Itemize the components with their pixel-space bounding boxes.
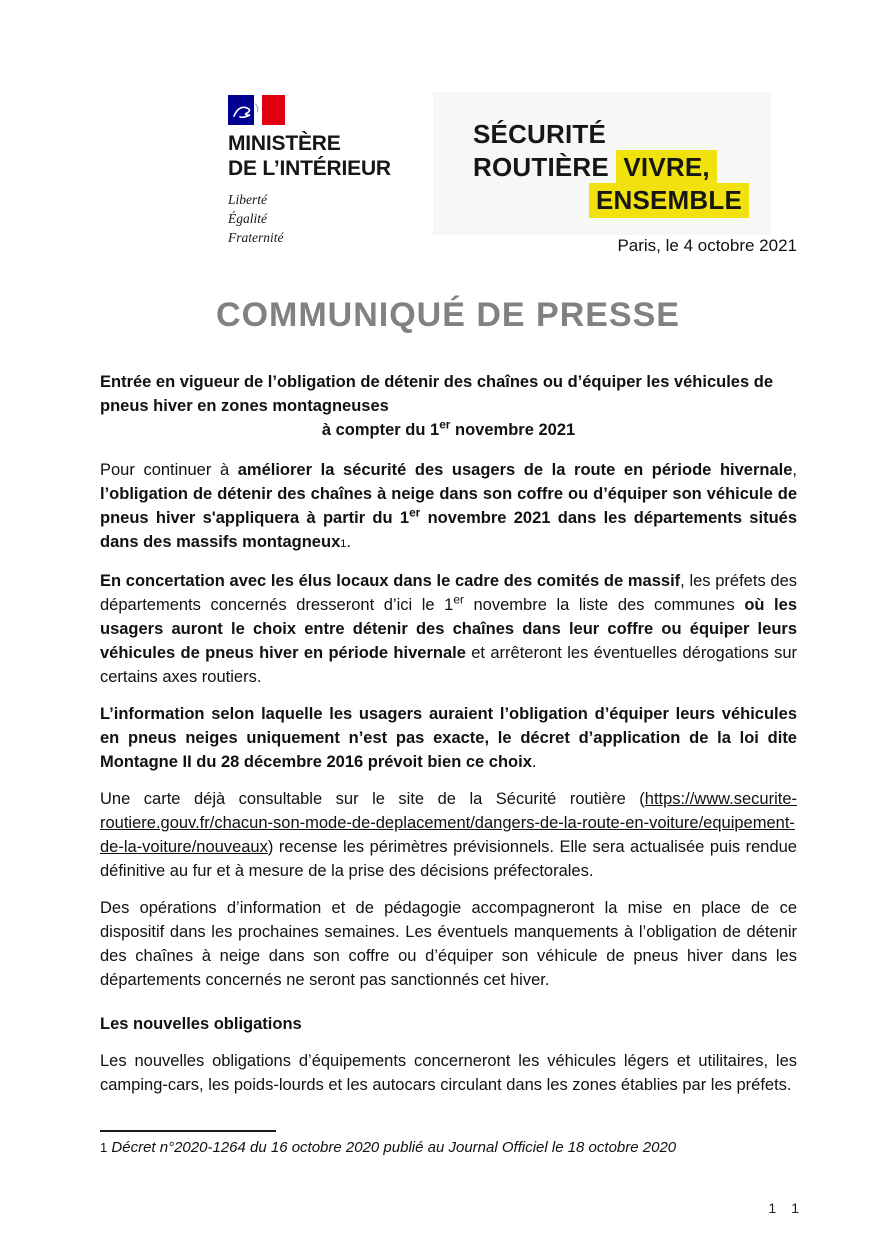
page-number-left: 1 [768,1200,777,1216]
text-segment: ) recense les périmètres prévisionnels. Elle sera actualisée puis rendue définitive au fur et à mesure de la prise des décisions préfectorales. [100,838,797,880]
text-segment: novembre 2021 dans les départements situés dans des massifs montagneux [100,509,797,551]
date-line: Paris, le 4 octobre 2021 [617,236,797,255]
paragraph-6 [100,1049,797,1097]
motto-fraternite: Fraternité [228,230,284,245]
text-segment: novembre 2021 [450,421,576,439]
footnote-text [100,1139,797,1156]
section-subheading: Les nouvelles obligations [100,1015,302,1033]
text-segment: Les nouvelles obligations d’équipements concerneront les véhicules légers et utilitaires, les camping-cars, les poids-lourds et les autocars circulant dans les zones établies par les préfets. [100,1052,797,1094]
securite-routiere-logo [433,92,771,235]
header-logos [0,95,896,245]
paragraph-1 [100,458,797,556]
sr-logo-line1: SÉCURITÉ [473,119,607,149]
footnote-marker: 1 [100,1140,108,1155]
document-body [100,370,797,1110]
text-segment: à compter du 1 [321,421,440,439]
sr-logo-ensemble-highlight: ENSEMBLE [589,183,749,218]
ministry-name-line2: DE L’INTÉRIEUR [228,157,391,180]
page-numbers [768,1200,799,1216]
page-number-right: 1 [791,1200,799,1216]
footnote [100,1130,797,1156]
text-segment: En concertation avec les élus locaux dans le cadre des comités de massif [100,572,681,590]
text-segment: améliorer la sécurité des usagers de la route en période hivernale [237,461,793,479]
text-segment: , [792,461,797,479]
ministry-motto [228,190,391,247]
paragraph-5 [100,896,797,992]
sr-logo-vivre-highlight: VIVRE, [616,150,716,185]
ministry-logo [228,95,391,247]
url-link[interactable]: https://www.securite-routiere.gouv.fr/chacun-son-mode-de-deplacement/dangers-de-la-route-en-voiture/equipement-de-la-voiture/nouveaux [100,790,797,856]
headline [100,370,797,442]
paragraph-4 [100,787,797,883]
text-segment: l’obligation de détenir des chaînes à neige dans son coffre ou d’équiper son véhicule de pneus hiver s'appliquera à partir du 1 [100,485,797,527]
motto-egalite: Égalité [228,211,267,226]
text-segment: Des opérations d’information et de pédagogie accompagneront la mise en place de ce dispositif dans les prochaines semaines. Les éventuels manquements à l’obligation de détenir des chaînes à neige dans son coffre ou d’équiper son véhicule de pneus hiver dans les départements concernés ne seront pas sanctionnés cet hiver. [100,899,797,989]
text-segment: er [409,505,421,520]
text-segment: novembre la liste des communes [463,596,745,614]
ministry-name [228,131,391,181]
headline-main: Entrée en vigueur de l’obligation de détenir des chaînes ou d’équiper les véhicules de pneus hiver en zones montagneuses [100,373,774,415]
text-segment: Une carte déjà consultable sur le site de la Sécurité routière ( [100,790,645,808]
sr-logo-line2 [473,151,749,184]
text-segment: L’information selon laquelle les usagers auraient l’obligation d’équiper leurs véhicules en pneus neiges uniquement n’est pas exacte, le décret d’application de la loi dite Montagne II du 28 décembre 2016 prévoit bien ce choix [100,705,797,771]
french-flag-icon [228,95,285,125]
motto-liberte: Liberté [228,192,267,207]
sr-logo-line3 [473,184,749,217]
text-segment: et arrêteront les éventuelles dérogations sur certains axes routiers. [100,644,797,686]
paragraph-2 [100,569,797,689]
text-segment: er [453,592,464,607]
text-segment: où les usagers auront le choix entre détenir des chaînes dans leur coffre ou équiper leurs véhicules de pneus hiver en période hivernale [100,596,797,662]
footnote-reference: 1 [340,538,347,550]
text-segment: , les préfets des départements concernés dresseront d’ici le 1 [100,572,797,614]
paragraph-3 [100,702,797,774]
text-segment: er [439,417,451,432]
press-release-title: COMMUNIQUÉ DE PRESSE [216,296,680,334]
footnote-body: Décret n°2020-1264 du 16 octobre 2020 publié au Journal Officiel le 18 octobre 2020 [111,1139,677,1156]
text-segment: . [531,753,537,771]
headline-subline [100,418,797,442]
ministry-name-line1: MINISTÈRE [228,132,341,155]
footnote-divider [100,1130,276,1132]
text-segment: . [346,533,351,551]
text-segment: Pour continuer à [100,461,238,479]
sr-logo-routiere: ROUTIÈRE [473,152,609,182]
